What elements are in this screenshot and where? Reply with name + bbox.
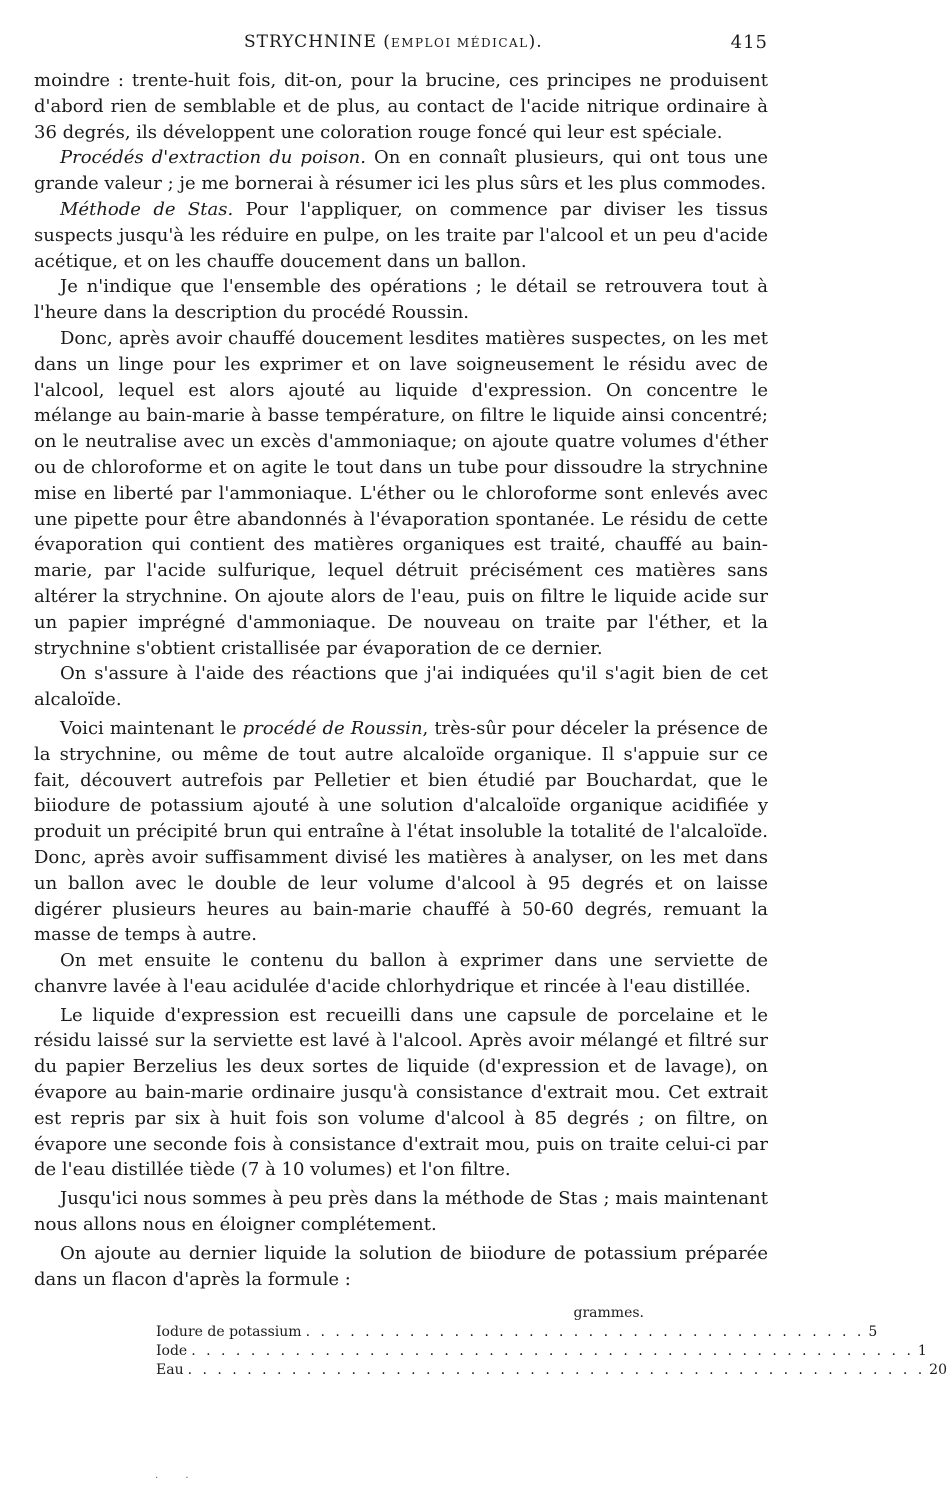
- paragraph-verification: On s'assure à l'aide des réactions que j'ai indiquées qu'il s'agit bien de cet alcaloïde.: [34, 663, 768, 711]
- formula-row: [156, 1342, 927, 1361]
- paragraph-serviette: On met ensuite le contenu du ballon à exprimer dans une serviette de chanvre lavée à l'eau acidulée d'acide chlorhydrique et rincée à l'eau distillée.: [34, 950, 768, 997]
- formula-ingredient: Iodure de potassium: [156, 1324, 302, 1341]
- print-specks: . .: [155, 1470, 201, 1481]
- formula-row: [156, 1323, 878, 1342]
- running-header: [34, 30, 768, 56]
- paragraph-stas-method: Méthode de Stas. Pour l'appliquer, on commence par diviser les tissus suspects jusqu'à les réduire en pulpe, on les traite par l'alcool et un peu d'acide acétique, et on les chauffe doucement dans un ballon.: [34, 198, 769, 272]
- paragraph-overview: Je n'indique que l'ensemble des opérations ; le détail se retrouvera tout à l'heure dans la description du procédé Roussin.: [34, 276, 768, 324]
- formula-table: [156, 1304, 947, 1380]
- leader-dots: . . . . . . . . . . . . . . . . . . . . . . . . . . . . . . . . . . . . . .: [305, 1324, 865, 1341]
- paragraph-expression-liquid: Le liquide d'expression est recueilli dans une capsule de porcelaine et le résidu laissé sur la serviette est lavé à l'alcool. Après avoir mélangé et filtré sur du papier Berzelius les deux sortes de liquide (d'expression et de lavage), on évapore au bain-marie ordinaire jusqu'à consistance d'extrait mou. Cet extrait est repris par six à huit fois son volume d'alcool à 85 degrés ; on filtre, on évapore une seconde fois à consistance d'extrait mou, puis on traite celui-ci par de l'eau distillée tiède (7 à 10 volumes) et l'on filtre.: [34, 1004, 768, 1181]
- formula-ingredient: Eau: [156, 1362, 184, 1379]
- running-title-end: ).: [528, 32, 543, 52]
- paragraph-roussin-procedure: Voici maintenant le procédé de Roussin, très-sûr pour déceler la présence de la strychnine, ou même de tout autre alcaloïde organique. Il s'appuie sur ce fait, découvert autrefois par Pelletier et bien étudié par Bouchardat, que le biiodure de potassium ajouté à une solution d'alcaloïde organique acidifiée y produit un précipité brun qui entraîne à l'état insoluble la totalité de l'alcaloïde. Donc, après avoir suffisamment divisé les matières à analyser, on les met dans un ballon avec le double de leur volume d'alcool à 95 degrés et on laisse digérer plusieurs heures au bain-marie chauffé à 50-60 degrés, remuant la masse de temps à autre.: [34, 717, 769, 946]
- leader-dots: . . . . . . . . . . . . . . . . . . . . . . . . . . . . . . . . . . . . . . . . . . . . . . . . . .: [187, 1362, 926, 1379]
- page-number: 415: [730, 32, 768, 53]
- paragraph-extraction-procedures: Procédés d'extraction du poison. On en connaît plusieurs, qui ont tous une grande valeur ; je me bornerai à résumer ici les plus sûrs et les plus commodes.: [34, 147, 768, 195]
- roussin-procedure-term: procédé de Roussin: [242, 717, 423, 739]
- formula-quantity: 5: [868, 1324, 878, 1341]
- leader-dots: . . . . . . . . . . . . . . . . . . . . . . . . . . . . . . . . . . . . . . . . . . . . . . . . .: [191, 1343, 914, 1360]
- running-title-main: STRYCHNINE (: [244, 32, 391, 52]
- section-heading-extraction: Procédés d'extraction du poison.: [60, 147, 366, 169]
- running-title: [244, 32, 543, 52]
- formula-unit: grammes.: [573, 1305, 644, 1322]
- section-heading-stas: Méthode de Stas.: [60, 198, 234, 220]
- book-page: [34, 30, 947, 1380]
- paragraph-stas-comparison: Jusqu'ici nous sommes à peu près dans la méthode de Stas ; mais maintenant nous allons nous en éloigner complétement.: [34, 1188, 768, 1236]
- formula-quantity: 1: [917, 1343, 927, 1360]
- paragraph-biiodure-solution: On ajoute au dernier liquide la solution de biiodure de potassium préparée dans un flacon d'après la formule :: [34, 1242, 768, 1290]
- body-text: [34, 68, 768, 1292]
- running-title-subtitle: EMPLOI MÉDICAL: [390, 36, 529, 50]
- formula-quantity: 20: [929, 1362, 947, 1379]
- paragraph-stas-details: Donc, après avoir chauffé doucement lesdites matières suspectes, on les met dans un linge pour les exprimer et on lave soigneusement le résidu avec de l'alcool, lequel est alors ajouté au liquide d'expression. On concentre le mélange au bain-marie à basse température, on filtre le liquide ainsi concentré; on le neutralise avec un excès d'ammoniaque; on ajoute quatre volumes d'éther ou de chloroforme et on agite le tout dans un tube pour dissoudre la strychnine mise en liberté par l'ammoniaque. L'éther ou le chloroforme sont enlevés avec une pipette pour être abandonnés à l'évaporation spontanée. Le résidu de cette évaporation qui contient des matières organiques est traité, chauffé au bain-marie, par l'acide sulfurique, lequel détruit précisément ces matières sans altérer la strychnine. On ajoute alors de l'eau, puis on filtre le liquide acide sur un papier imprégné d'ammoniaque. De nouveau on traite par l'éther, et la strychnine s'obtient cristallisée par évaporation de ce dernier.: [34, 327, 768, 659]
- paragraph-continued: moindre : trente-huit fois, dit-on, pour la brucine, ces principes ne produisent d'abord rien de semblable et de plus, au contact de l'acide nitrique ordinaire à 36 degrés, ils développent une coloration rouge foncé qui leur est spéciale.: [34, 70, 768, 143]
- formula-ingredient: Iode: [156, 1343, 188, 1360]
- formula-row: [156, 1361, 947, 1380]
